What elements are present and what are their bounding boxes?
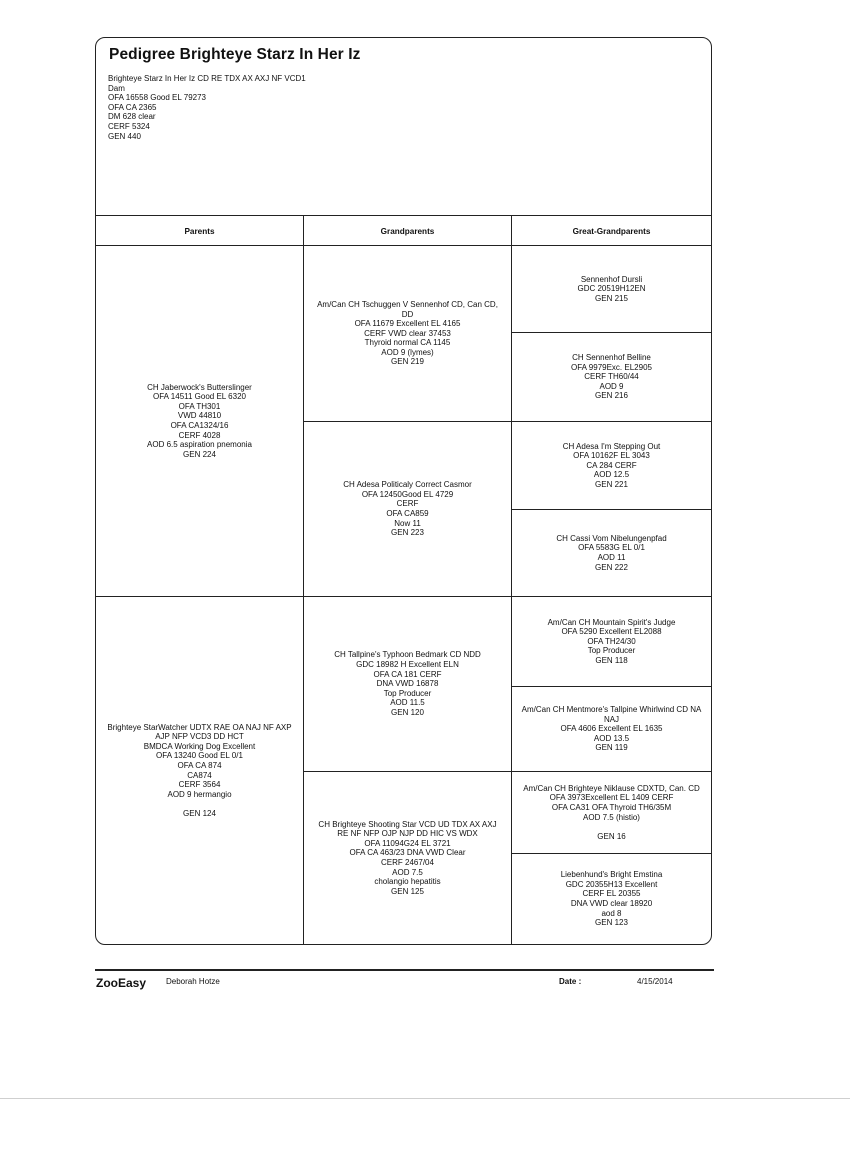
cell-line: GEN 125: [391, 886, 424, 896]
cell-line: OFA 14511 Good EL 6320: [153, 392, 246, 402]
cell-line: CA874: [187, 770, 212, 780]
cell-line: Top Producer: [383, 688, 432, 698]
great-grandparent-5: [512, 597, 711, 686]
cell-line: Liebenhund's Bright Emstina: [560, 870, 663, 880]
cell-line: VWD 44810: [177, 411, 222, 421]
cell-line: CH Cassi Vom Nibelungenpfad: [556, 533, 667, 543]
cell-line: OFA CA1324/16: [170, 421, 229, 430]
dog-info-line: CERF 5324: [108, 121, 150, 131]
cell-line: Brighteye StarWatcher UDTX RAE OA NAJ NF AXP: [107, 722, 292, 732]
cell-line: GEN 119: [595, 743, 628, 753]
cell-line: CH Tallpine's Typhoon Bedmark CD NDD: [334, 650, 481, 660]
table-top-divider: [96, 215, 711, 216]
cell-line: OFA 11094G24 EL 3721: [364, 838, 451, 848]
pedigree-frame: [95, 37, 712, 945]
great-grandparent-2: [512, 333, 711, 421]
cell-line: CERF: [396, 499, 419, 509]
page-title: Pedigree Brighteye Starz In Her Iz: [109, 46, 361, 63]
cell-line: CH Jaberwock's Butterslinger: [147, 382, 252, 392]
column-header-grandparents: Grandparents: [380, 227, 435, 236]
dog-info-line: OFA 16558 Good EL 79273: [108, 93, 207, 103]
cell-line: GEN 118: [595, 655, 628, 665]
grandparent-2: [304, 422, 511, 596]
cell-line: Am/Can CH Mountain Spirit's Judge: [547, 617, 676, 627]
cell-line: aod 8: [601, 908, 622, 918]
cell-line: GEN 221: [595, 479, 628, 489]
cell-line: AOD 13.5: [593, 733, 630, 743]
great-grandparent-1: [512, 246, 711, 332]
cell-line: GDC 20519H12EN: [577, 284, 646, 294]
cell-line: AOD 11.5: [390, 698, 425, 708]
grandparent-1: [304, 246, 511, 421]
cell-line: GEN 222: [595, 562, 628, 572]
scan-edge: [0, 1098, 850, 1099]
cell-line: cholangio hepatitis: [374, 877, 441, 887]
cell-line: OFA CA 181 CERF: [373, 669, 442, 679]
cell-line: GEN 215: [595, 293, 628, 303]
cell-line: GEN 120: [391, 707, 424, 717]
cell-line: DNA VWD 16878: [376, 679, 439, 689]
footer-date-label: Date :: [559, 977, 582, 986]
cell-line: Am/Can CH Brighteye Niklause CDXTD, Can. CD: [523, 783, 700, 793]
cell-line: Now 11: [394, 518, 421, 528]
cell-line: CH Brighteye Shooting Star VCD UD TDX AX AXJ: [318, 819, 497, 829]
dog-info: [108, 74, 306, 141]
cell-line: AOD 6.5 aspiration pnemonia: [147, 440, 252, 450]
cell-line: AOD 12.5: [593, 470, 630, 480]
dog-info-line: DM 628 clear: [108, 112, 156, 122]
cell-line: CH Sennenhof Belline: [572, 353, 651, 363]
parent-sire: [96, 246, 303, 596]
cell-line: CERF TH60/44: [584, 372, 639, 382]
cell-line: GDC 18982 H Excellent ELN: [356, 660, 459, 670]
cell-line: OFA CA 874: [177, 760, 222, 770]
column-header-parents: Parents: [184, 227, 215, 236]
great-grandparent-6: [512, 687, 711, 771]
cell-line: GDC 20355H13 Excellent: [565, 879, 658, 889]
cell-line: OFA 4606 Excellent EL 1635: [560, 724, 663, 734]
cell-line: OFA TH24/30: [587, 636, 636, 646]
great-grandparent-7: [512, 772, 711, 853]
cell-line: OFA 5290 Excellent EL2088: [561, 627, 662, 637]
dog-info-line: GEN 440: [108, 131, 141, 141]
cell-line: AOD 7.5 (histio): [583, 812, 640, 822]
cell-line: OFA 13240 Good EL 0/1: [156, 751, 243, 761]
cell-line: AOD 7.5: [392, 867, 423, 877]
great-grandparent-3: [512, 422, 711, 509]
footer-author: Deborah Hotze: [166, 977, 220, 986]
cell-line: Thyroid normal CA 1145: [364, 338, 451, 348]
cell-line: CH Adesa I'm Stepping Out: [562, 441, 661, 451]
cell-line: OFA 11679 Excellent EL 4165: [354, 319, 461, 329]
cell-line: GEN 224: [183, 449, 216, 459]
cell-line: OFA TH301: [178, 401, 221, 411]
cell-line: GEN 123: [595, 918, 628, 928]
dog-info-line: OFA CA 2365: [108, 102, 157, 112]
great-grandparent-4: [512, 510, 711, 596]
cell-line: AJP NFP VCD3 DD HCT: [155, 732, 244, 742]
cell-line: OFA 3973Excellent EL 1409 CERF: [549, 793, 674, 803]
cell-line: BMDCA Working Dog Excellent: [143, 741, 256, 751]
footer-divider: [95, 969, 714, 971]
cell-line: Am/Can CH Tschuggen V Sennenhof CD, Can CD,: [317, 299, 498, 309]
column-header-great-grandparents: Great-Grandparents: [572, 227, 651, 236]
cell-line: GEN 216: [595, 391, 628, 401]
brand-logo: ZooEasy: [96, 976, 147, 990]
cell-line: CERF VWD clear 37453: [364, 328, 451, 338]
cell-line: GEN 219: [391, 357, 424, 367]
cell-line: GEN 124: [183, 808, 216, 818]
footer-date-value: 4/15/2014: [637, 977, 673, 986]
cell-line: CA 284 CERF: [586, 460, 637, 470]
cell-line: DD: [401, 309, 414, 319]
cell-line: GEN 16: [597, 831, 626, 841]
cell-line: GEN 223: [391, 528, 424, 538]
cell-line: AOD 9: [599, 381, 624, 391]
dog-info-line: Dam: [108, 83, 125, 93]
cell-line: CERF 3564: [178, 780, 221, 790]
great-grandparent-8: [512, 854, 711, 944]
cell-line: AOD 9 (lymes): [381, 347, 434, 357]
cell-line: RE NF NFP OJP NJP DD HIC VS WDX: [337, 829, 478, 839]
grandparent-4: [304, 772, 511, 944]
cell-line: AOD 9 hermangio: [167, 789, 232, 799]
cell-line: OFA 5583G EL 0/1: [578, 543, 645, 553]
parent-dam: [96, 597, 303, 944]
cell-line: CERF 4028: [178, 430, 221, 440]
cell-line: CERF 2467/04: [381, 858, 434, 867]
cell-line: OFA CA 463/23 DNA VWD Clear: [349, 848, 466, 858]
cell-line: CERF EL 20355: [582, 889, 641, 899]
cell-line: OFA CA859: [386, 509, 429, 518]
dog-info-line: Brighteye Starz In Her Iz CD RE TDX AX AXJ NF VCD1: [108, 74, 306, 83]
cell-line: CH Adesa Politicaly Correct Casmor: [343, 480, 472, 490]
cell-line: Top Producer: [587, 646, 636, 656]
cell-line: OFA 9979Exc. EL2905: [571, 362, 652, 372]
grandparent-3: [304, 597, 511, 771]
cell-line: DNA VWD clear 18920: [570, 899, 653, 908]
cell-line: OFA CA31 OFA Thyroid TH6/35M: [551, 802, 672, 812]
cell-line: Sennenhof Dursli: [580, 274, 643, 284]
cell-line: NAJ: [603, 714, 620, 724]
cell-line: Am/Can CH Mentmore's Tallpine Whirlwind CD NA: [521, 705, 702, 715]
cell-line: OFA 12450Good EL 4729: [361, 489, 454, 499]
cell-line: AOD 11: [597, 553, 626, 562]
cell-line: OFA 10162F EL 3043: [573, 451, 650, 461]
